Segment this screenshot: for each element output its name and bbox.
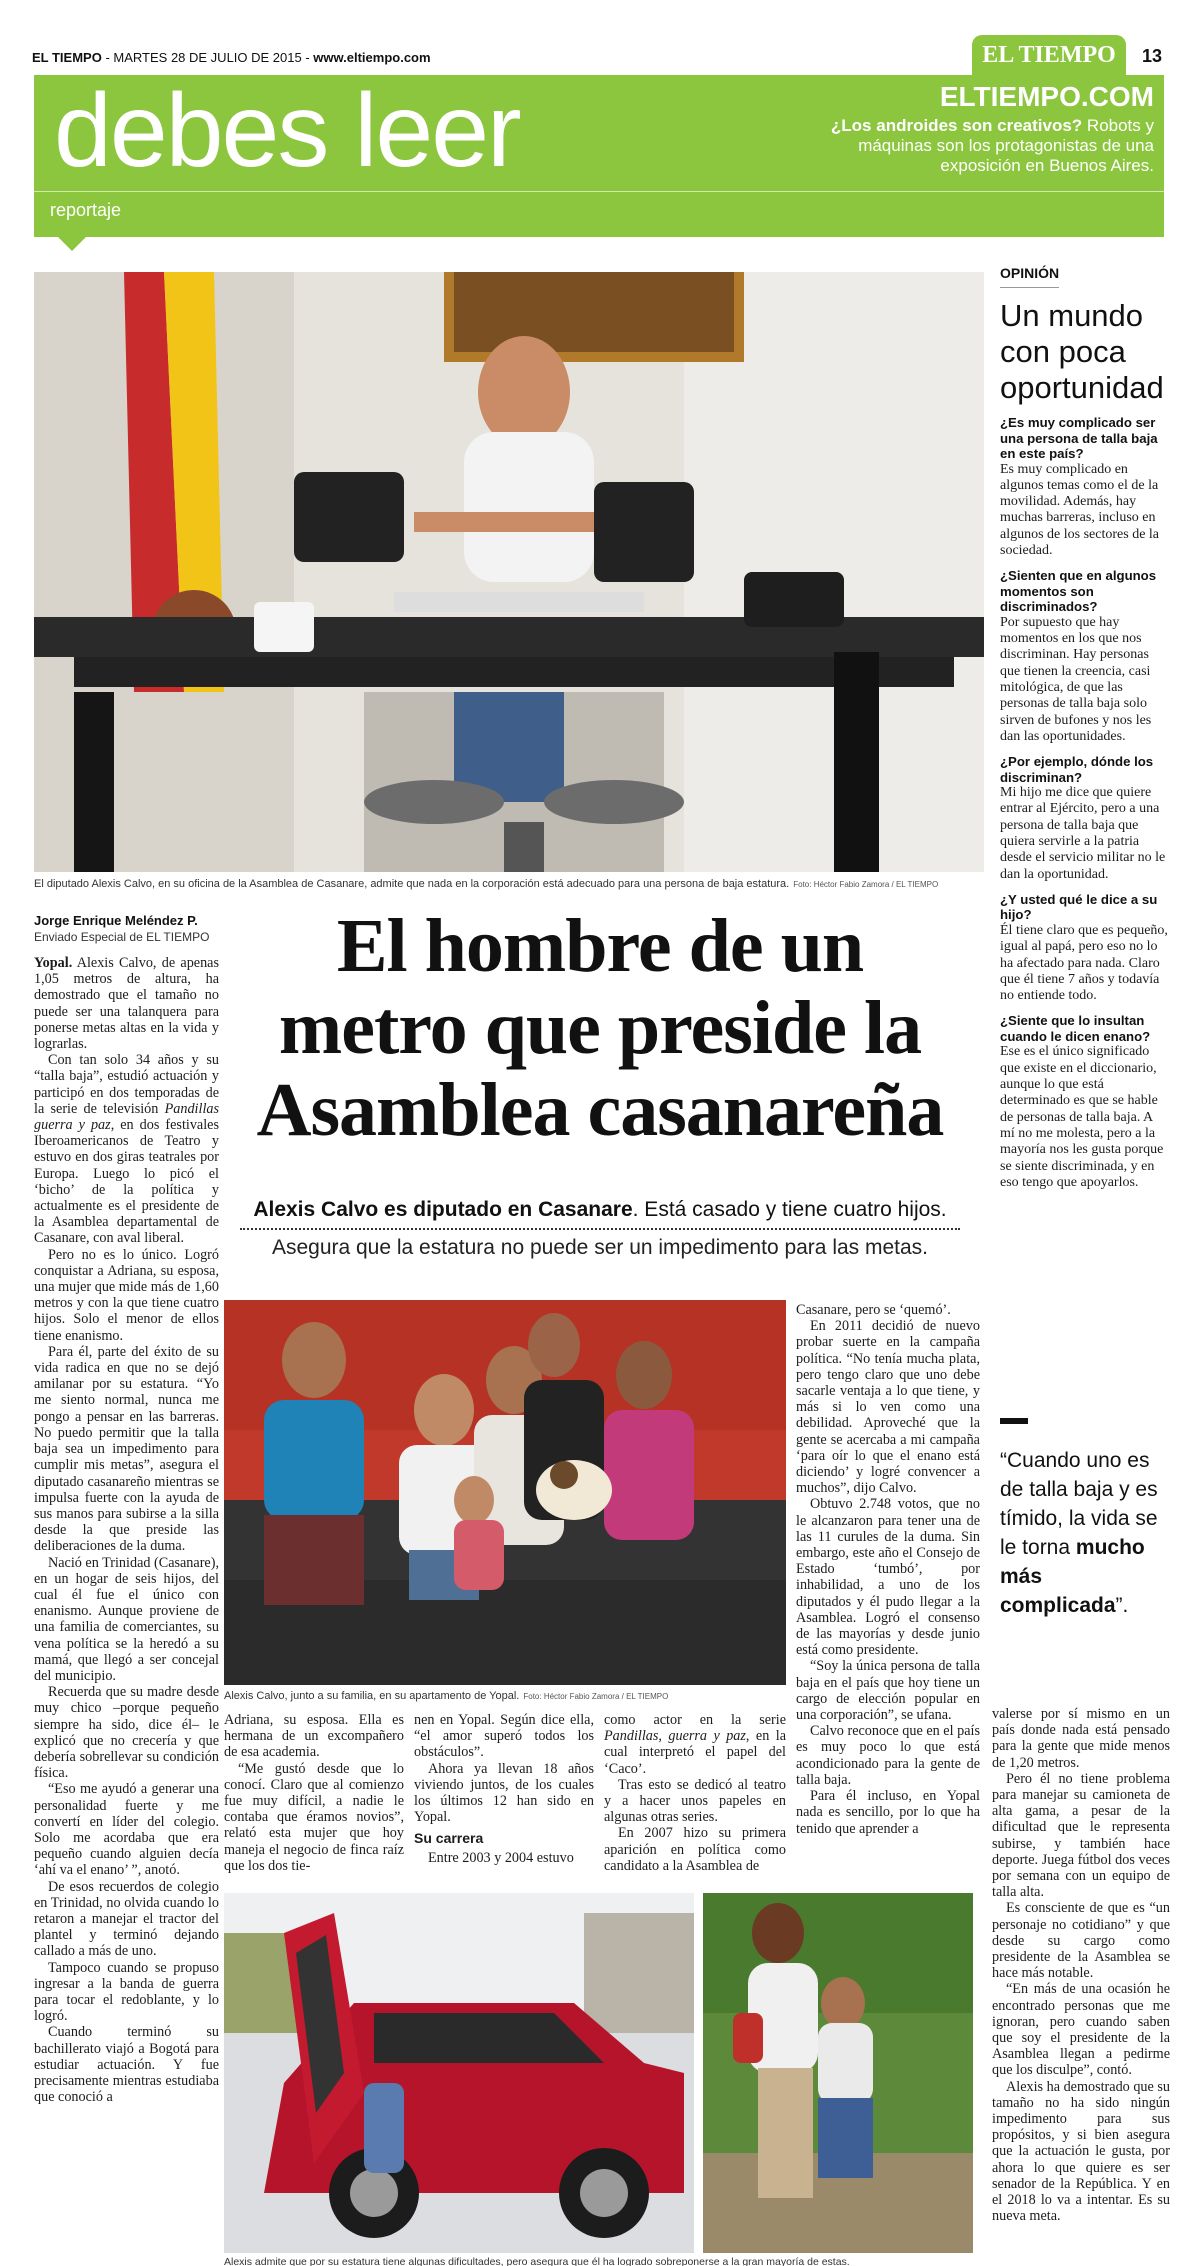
col1-p2a: Con tan solo 34 años y su “talla baja”, estudió actuación y participó en dos temporadas de la serie de televisión	[34, 1052, 219, 1117]
masthead-site-link[interactable]: www.eltiempo.com	[313, 50, 431, 65]
pull-quote-end: ”.	[1115, 1594, 1129, 1617]
col2-p2: “Me gustó desde que lo conocí. Claro que al comienzo fue muy difícil, a nadie le contaba que éramos novios”, relató esta mujer que hoy maneja el negocio de finca raíz que los dos tie-	[224, 1760, 404, 1874]
car-photo-illustration	[224, 1893, 694, 2253]
byline-role: Enviado Especial de EL TIEMPO	[34, 930, 210, 944]
subhead-career: Su carrera	[414, 1830, 484, 1847]
article-column-3	[414, 1712, 594, 1887]
pull-quote	[1000, 1446, 1172, 1620]
col1-p9: Tampoco cuando se propuso ingresar a la banda de guerra para tocar el redoblante, y lo logró.	[34, 1959, 219, 2025]
col1-p3: Pero no es lo único. Logró conquistar a Adriana, su esposa, una mujer que mide más de 1,60 metros y con la que tiene cuatro hijos. Solo el menor de ellos tiene enanismo.	[34, 1246, 219, 1344]
col4-p1b: , en la cual interpretó el papel del ‘Caco’.	[604, 1728, 786, 1777]
promo-text: Robots y máquinas son los protagonistas de una exposición en Buenos Aires.	[858, 116, 1154, 175]
col1-p2i: Pandillas guerra y paz	[34, 1100, 219, 1134]
section-title: debes leer	[54, 73, 520, 189]
col1-p8: De esos recuerdos de colegio en Trinidad, no olvida cuando lo retaron a manejar el tractor del plantel y terminó dejando callado a más de uno.	[34, 1878, 219, 1960]
section-banner	[34, 75, 1164, 237]
deck-second: Asegura que la estatura no puede ser un impedimento para las metas.	[271, 1236, 929, 1259]
opinion-a5: Ese es el único significado que existe en el diccionario, aunque lo que está determinado es que se hable de personas de talla baja. A mí no me molesta, pero a la mayoría nos les gusta porque se siente discriminada, y en eso tengo que apoyarlos.	[1000, 1044, 1164, 1190]
dateline: Yopal.	[34, 955, 73, 971]
family-photo-credit: Foto: Héctor Fabio Zamora / EL TIEMPO	[523, 1692, 669, 1701]
headline	[220, 905, 980, 1151]
headline-line2: metro que preside la	[278, 986, 922, 1070]
family-photo	[224, 1300, 786, 1685]
article-column-1	[34, 955, 219, 2105]
pull-quote-bold: mucho más complicada	[1000, 1536, 1145, 1617]
col3-p2: Ahora ya llevan 18 años viviendo juntos, de los cuales los últimos 12 han sido en Yopal.	[414, 1760, 594, 1826]
opinion-q5: ¿Siente que lo insultan cuando le dicen enano?	[1000, 1013, 1151, 1044]
main-photo-illustration	[34, 272, 984, 872]
car-photo	[224, 1893, 694, 2253]
col6-p4: “En más de una ocasión he encontrado personas que me ignoran, pero cuando saben que soy el presidente de la Asamblea llegan a pedirme que los disculpe”, contó.	[992, 1981, 1170, 2079]
col4-p2: Tras esto se dedicó al teatro y a hacer unos papeles en algunas otras series.	[604, 1776, 786, 1826]
opinion-q2: ¿Sienten que en algunos momentos son discriminados?	[1000, 568, 1157, 615]
family-photo-caption-text: Alexis Calvo, junto a su familia, en su apartamento de Yopal.	[224, 1690, 520, 1702]
promo-text-block[interactable]	[804, 116, 1154, 176]
promo-site[interactable]: ELTIEMPO.COM	[939, 81, 1154, 112]
headline-line3: Asamblea casanareña	[256, 1068, 944, 1152]
opinion-a2: Por supuesto que hay momentos en los que nos discriminan. Hay personas que tienen la creencia, casi mitológica, de que las personas de talla baja solo sirven de bufones y nos les dan las oportunidades.	[1000, 614, 1152, 744]
section-divider	[34, 191, 1164, 192]
deck	[220, 1198, 980, 1222]
opinion-title: Un mundo con poca oportunidad	[1000, 298, 1164, 405]
banner-pointer	[58, 237, 86, 251]
col2-p1: Adriana, su esposa. Ella es hermana de un excompañero de esa academia.	[224, 1712, 404, 1761]
walking-photo	[703, 1893, 973, 2253]
col5-p2: En 2011 decidió de nuevo probar suerte en la campaña política. “No tenía mucha plata, pero tengo claro que uno debe sacarle ventaja a lo que tiene, y más si lo ven como una debilidad. Aproveché que la gente se acercaba a mi campaña ‘para oír lo que el enano está diciendo’ y logré convencer a muchos”, dijo Calvo.	[796, 1318, 980, 1497]
col3-p1: nen en Yopal. Según dice ella, “el amor superó todos los obstáculos”.	[414, 1712, 594, 1761]
masthead-date: MARTES 28 DE JULIO DE 2015	[113, 50, 302, 65]
opinion-sidebar	[1000, 265, 1170, 1191]
masthead-line: EL TIEMPO - MARTES 28 DE JULIO DE 2015 - www.eltiempo.com	[32, 50, 431, 65]
family-photo-caption	[224, 1690, 786, 1702]
deck-bold: Alexis Calvo es diputado en Casanare	[253, 1198, 633, 1221]
col3-p3: Entre 2003 y 2004 estuvo	[428, 1849, 574, 1866]
opinion-kicker: OPINIÓN	[1000, 265, 1059, 288]
headline-line1: El hombre de un	[336, 904, 864, 988]
col5-p5: Calvo reconoce que en el país es muy poco lo que está acondicionado para la gente de talla baja.	[796, 1723, 980, 1788]
main-photo-caption-text: El diputado Alexis Calvo, en su oficina de la Asamblea de Casanare, admite que nada en la corporación está adecuado para una persona de baja estatura.	[34, 878, 790, 890]
main-photo-credit: Foto: Héctor Fabio Zamora / EL TIEMPO	[793, 880, 939, 889]
col1-p2b: , en dos festivales Iberoamericanos de Teatro y estuvo en dos giras teatrales por Europa. Luego lo picó el ‘bicho’ de la política y actualmente es el presidente de la Asamblea departamental de Casanare, con aval liberal.	[34, 1117, 219, 1247]
article-column-6	[992, 1706, 1170, 2261]
article-column-4	[604, 1712, 786, 1887]
masthead-date-sep: -	[101, 50, 114, 65]
col5-p6: Para él incluso, en Yopal nada es sencillo, por lo que ha tenido que aprender a	[796, 1788, 980, 1837]
opinion-a3: Mi hijo me dice que quiere entrar al Ejército, pero a una persona de talla baja que quiera servirle a la patria desde el servicio militar no le dan la oportunidad.	[1000, 785, 1166, 882]
col5-p3: Obtuvo 2.748 votos, que no le alcanzaron para tener una de las 11 curules de la duma. Sin embargo, este año el Consejo de Estado ‘tumbó’, por inhabilidad, a uno de los diputados y él pudo llegar a la Asamblea. Logró el consenso de las mayorías y desde junio está como presidente.	[796, 1496, 980, 1659]
pull-quote-text: “Cuando uno es de talla baja y es tímido, la vida se le torna	[1000, 1449, 1158, 1559]
opinion-a4: Él tiene claro que es pequeño, igual al papá, pero eso no lo ha afectado para nada. Claro que él tiene 7 años y todavía no entiende todo.	[1000, 922, 1168, 1004]
col6-p2: Pero él no tiene problema para manejar su camioneta de alta gama, a pesar de la dificultad que le representa subirse, y también hace deporte. Juega fútbol dos veces por semana con un equipo de talla alta.	[992, 1770, 1170, 1901]
opinion-a1: Es muy complicado en algunos temas como el de la movilidad. Además, hay muchas barreras, incluso en algunos de los sectores de la sociedad.	[1000, 461, 1160, 558]
col1-p5: Nació en Trinidad (Casanare), en un hogar de seis hijos, del cual él fue el único con enanismo. Aunque proviene de una familia de comerciantes, su vena política se la heredó a su mamá, que llegó a ser concejal del municipio.	[34, 1554, 219, 1684]
deck-divider	[240, 1228, 960, 1230]
main-photo	[34, 272, 984, 872]
col6-p1: valerse por sí mismo en un país donde nada está pensado para la gente que mide menos de 1,20 metros.	[992, 1706, 1170, 1771]
pull-quote-rule	[1000, 1418, 1028, 1424]
col5-p1: Casanare, pero se ‘quemó’.	[796, 1302, 951, 1318]
walking-photo-illustration	[703, 1893, 973, 2253]
opinion-q3: ¿Por ejemplo, dónde los discriminan?	[1000, 754, 1154, 785]
main-photo-caption	[34, 878, 984, 890]
col1-p6: Recuerda que su madre desde muy chico –porque pequeño siempre ha sido, dice él– le explicó que no crecería y que debería sobrellevar su condición física.	[34, 1684, 219, 1782]
byline-author: Jorge Enrique Meléndez P.	[34, 913, 198, 928]
col4-p3: En 2007 hizo su primera aparición en política como candidato a la Asamblea de	[604, 1825, 786, 1874]
col6-p5: Alexis ha demostrado que su tamaño no ha sido ningún impedimento para sus propósitos, y si bien asegura que la actuación le gusta, por ahora lo que quiere es ser senador de la República. Y en el 2018 lo va a intentar. Es su nueva meta.	[992, 2078, 1170, 2225]
masthead-tab	[972, 35, 1126, 77]
opinion-q4: ¿Y usted qué le dice a su hijo?	[1000, 891, 1158, 923]
col1-p7: “Eso me ayudó a generar una personalidad fuerte y me convertí en líder del colegio. Solo me acordaba que era pequeño cuando alguien decía ‘ahí va el enano’ ”, anotó.	[34, 1781, 219, 1879]
article-column-2	[224, 1712, 404, 1887]
col1-p4: Para él, parte del éxito de su vida radica en que no se dejó amilanar por su estatura. “Yo me siento normal, nunca me pongo a pensar en las barreras. No puedo permitir que la talla baja sea un impedimento para cumplir mis metas”, asegura el diputado casanareño mientras se impulsa fuerte con la ayuda de sus manos para subirse a la silla desde la que preside las deliberaciones de la duma.	[34, 1343, 219, 1555]
family-photo-illustration	[224, 1300, 786, 1685]
deck-rest: . Está casado y tiene cuatro hijos.	[632, 1198, 947, 1221]
bottom-photo-caption: Alexis admite que por su estatura tiene algunas dificultades, pero asegura que él ha logrado sobreponerse a la gran mayoría de estas.	[224, 2256, 850, 2266]
masthead-tab-label: EL TIEMPO	[982, 42, 1116, 68]
col1-p10: Cuando terminó su bachillerato viajó a Bogotá para estudiar actuación. Y fue precisamente mientras estudiaba que conoció a	[34, 2024, 219, 2106]
col5-p4: “Soy la única persona de talla baja en el país que hoy tiene un cargo de elección popular en una corporación”, se ufana.	[796, 1658, 980, 1724]
col4-p1i: Pandillas, guerra y paz	[604, 1728, 746, 1745]
page-number: 13	[1142, 46, 1163, 66]
article-column-5	[796, 1302, 980, 1887]
opinion-q1: ¿Es muy complicado ser una persona de talla baja en este país?	[1000, 415, 1158, 461]
col1-p1: Alexis Calvo, de apenas 1,05 metros de altura, ha demostrado que el tamaño no puede ser una talanquera para ponerse metas altas en la vida y lograrlas.	[34, 955, 219, 1053]
masthead-paper: EL TIEMPO	[32, 50, 102, 65]
section-sub: reportaje	[50, 200, 122, 220]
col6-p3: Es consciente de que es “un personaje no cotidiano” y que desde su cargo como presidente de la Asamblea se hace más notable.	[992, 1900, 1170, 1982]
promo-question: ¿Los androides son creativos?	[830, 116, 1083, 135]
col4-p1a: como actor en la serie	[604, 1712, 786, 1728]
